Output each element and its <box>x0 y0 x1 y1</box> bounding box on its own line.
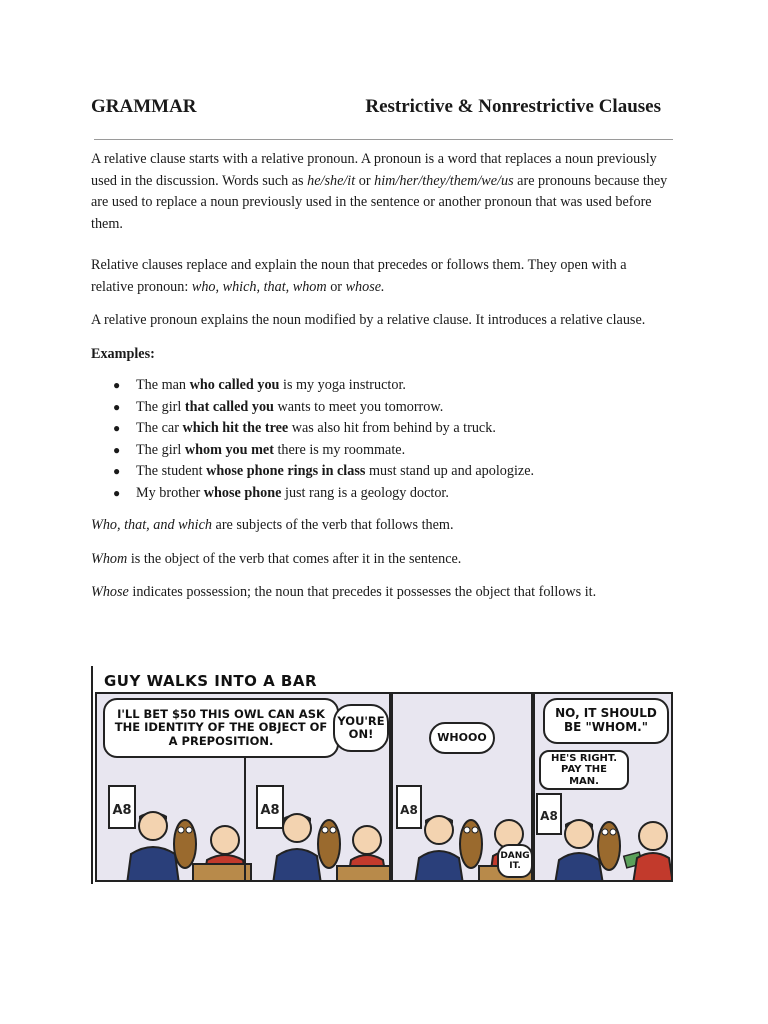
sign-text: A8 <box>400 803 418 817</box>
examples-heading: Examples: <box>91 345 155 362</box>
list-item: ● The girl whom you met there is my roommate. <box>91 440 671 462</box>
man-suit <box>415 851 463 882</box>
man-head <box>139 812 167 840</box>
bartender-head <box>353 826 381 854</box>
list-item: ● The girl that called you wants to meet you tomorrow. <box>91 397 671 419</box>
bullet-icon: ● <box>113 399 121 414</box>
bartender-head <box>639 822 667 850</box>
owl <box>174 820 196 868</box>
speech-bubble-dang-it: DANG IT. <box>497 844 533 878</box>
speech-bubble-youre-on: YOU'RE ON! <box>333 704 389 752</box>
header-topic: Restrictive & Nonrestrictive Clauses <box>365 96 661 117</box>
comic-strip <box>91 666 674 884</box>
bartender-head <box>211 826 239 854</box>
man-suit <box>555 853 603 882</box>
list-item: ● The car which hit the tree was also hit from behind by a truck. <box>91 418 671 440</box>
man-head <box>565 820 593 848</box>
header-subject: GRAMMAR <box>91 96 197 117</box>
sign-text: A8 <box>260 803 280 818</box>
owl <box>598 822 620 870</box>
speech-bubble-pay-the-man: HE'S RIGHT. PAY THE MAN. <box>539 750 629 790</box>
list-item: ● The man who called you is my yoga instructor. <box>91 375 671 397</box>
comic-panel-4 <box>533 692 673 882</box>
note-whom: Whom is the object of the verb that comes after it in the sentence. <box>91 550 462 567</box>
speech-bubble-whooo: WHOOO <box>429 722 495 754</box>
examples-list <box>91 375 671 504</box>
bullet-icon: ● <box>113 485 121 500</box>
header-divider <box>94 139 673 140</box>
list-item: ● The student whose phone rings in class must stand up and apologize. <box>91 461 671 483</box>
bartender-vest <box>633 853 673 882</box>
bar-counter <box>337 866 391 882</box>
note-whose: Whose indicates possession; the noun that precedes it possesses the object that follows it. <box>91 584 597 600</box>
comic-panel-3 <box>391 692 533 882</box>
sign-text: A8 <box>540 809 558 823</box>
owl <box>318 820 340 868</box>
man-head <box>283 814 311 842</box>
comic-edge <box>91 666 93 884</box>
list-item: ● My brother whose phone just rang is a geology doctor. <box>91 483 671 505</box>
sign-text: A8 <box>112 803 132 818</box>
bullet-icon: ● <box>113 442 121 457</box>
bullet-icon: ● <box>113 378 121 392</box>
paragraph-relative-clauses: Relative clauses replace and explain the noun that precedes or follows them. They open with a relative pronoun: who, which, that, whom or whose. <box>91 257 627 295</box>
note-who-that-which: Who, that, and which are subjects of the verb that follows them. <box>91 517 454 533</box>
comic-panel-1 <box>95 692 391 882</box>
comic-title: GUY WALKS INTO A BAR <box>104 672 318 690</box>
speech-bubble-whom: NO, IT SHOULD BE "WHOM." <box>543 698 669 744</box>
bullet-icon: ● <box>113 421 121 435</box>
paragraph-relative-pronoun: A relative pronoun explains the noun modified by a relative clause. It introduces a relative clause. <box>91 312 646 328</box>
man-suit <box>273 849 321 882</box>
document-body <box>91 149 671 616</box>
paragraph-intro: A relative clause starts with a relative pronoun. A pronoun is a word that replaces a noun previously used in the discussion. Words such as he/she/it or him/her/they/them/we/us are pronouns because they are used to replace a noun previously used in the sentence or another pronoun that was used before them. <box>91 151 668 232</box>
man-suit <box>127 847 179 882</box>
man-head <box>425 816 453 844</box>
speech-bubble-bet: I'LL BET $50 THIS OWL CAN ASK THE IDENTITY OF THE OBJECT OF A PREPOSITION. <box>103 698 339 758</box>
bullet-icon: ● <box>113 464 121 478</box>
page-header <box>91 96 661 118</box>
owl <box>460 820 482 868</box>
bar-counter <box>193 864 251 882</box>
